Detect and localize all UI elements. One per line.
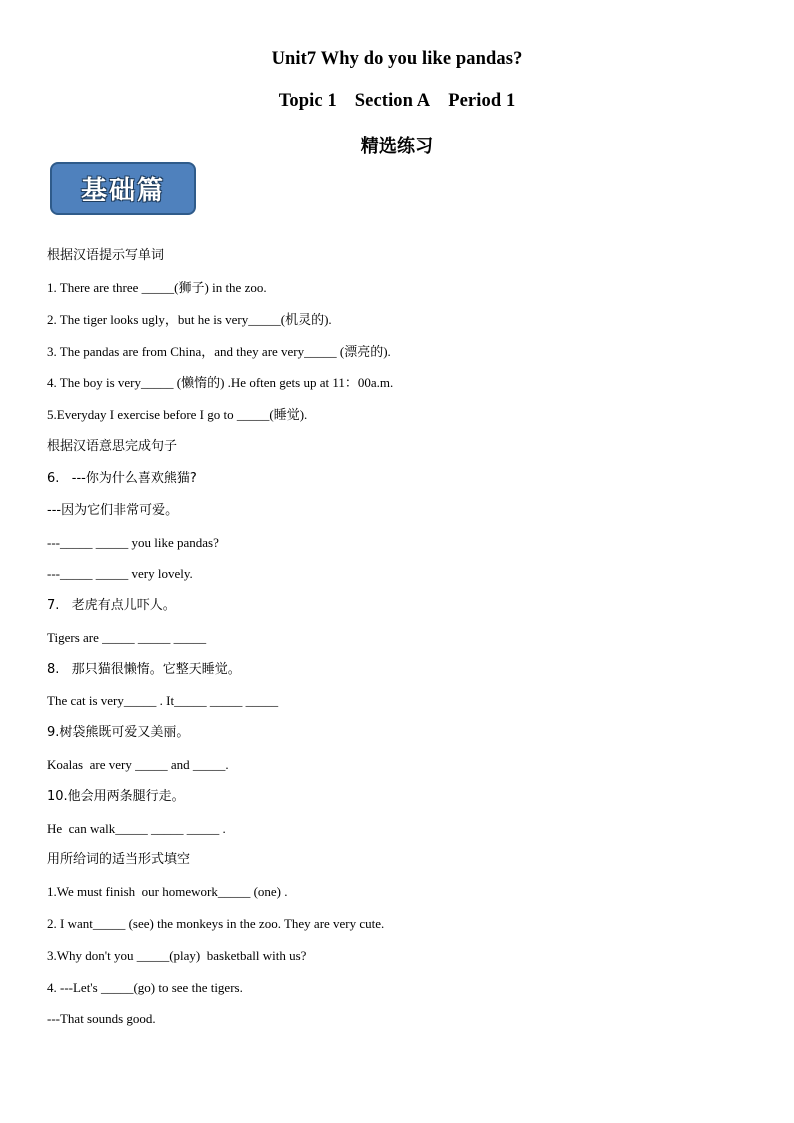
exercise-line: 3. The pandas are from China，and they are very_____ (漂亮的). bbox=[47, 344, 391, 359]
section-label: Section A bbox=[354, 91, 431, 111]
badge-label: 基础篇 bbox=[80, 176, 165, 206]
exercise-line: 6. ---你为什么喜欢熊猫? bbox=[47, 471, 197, 486]
topic-label: Topic 1 bbox=[278, 91, 337, 111]
section-heading: 根据汉语提示写单词 bbox=[47, 248, 165, 263]
exercise-line: ---_____ _____ very lovely. bbox=[47, 566, 193, 581]
exercise-line: 5.Everyday I exercise before I go to _____(睡觉). bbox=[47, 407, 308, 422]
exercise-line: 8. 那只猫很懒惰。它整天睡觉。 bbox=[47, 662, 241, 677]
exercise-line: 2. The tiger looks ugly，but he is very_____(机灵的). bbox=[47, 312, 332, 327]
section-badge bbox=[50, 162, 196, 215]
exercise-line: Koalas are very _____ and _____. bbox=[47, 757, 229, 772]
exercise-line: 10.他会用两条腿行走。 bbox=[47, 789, 185, 804]
page-subtitle: 精选练习 bbox=[360, 136, 434, 157]
exercise-line: ---因为它们非常可爱。 bbox=[47, 503, 179, 518]
exercise-line: 4. ---Let's _____(go) to see the tigers. bbox=[47, 980, 243, 995]
page-title: Unit7 Why do you like pandas? bbox=[271, 49, 523, 69]
exercise-line: 3.Why don't you _____(play) basketball with us? bbox=[47, 948, 307, 963]
exercise-line: 1. There are three _____(狮子) in the zoo. bbox=[47, 280, 267, 295]
exercise-line: ---That sounds good. bbox=[47, 1011, 156, 1026]
exercise-line: 9.树袋熊既可爱又美丽。 bbox=[47, 725, 190, 740]
section-heading: 根据汉语意思完成句子 bbox=[47, 439, 178, 454]
exercise-line: 7. 老虎有点儿吓人。 bbox=[47, 598, 176, 613]
exercise-line: 2. I want_____ (see) the monkeys in the zoo. They are very cute. bbox=[47, 916, 385, 931]
lesson-info bbox=[0, 91, 794, 112]
exercise-line: Tigers are _____ _____ _____ bbox=[47, 630, 207, 645]
period-label: Period 1 bbox=[448, 91, 516, 111]
exercise-line: The cat is very_____ . It_____ _____ _____ bbox=[47, 693, 279, 708]
exercise-line: 1.We must finish our homework_____ (one) . bbox=[47, 884, 288, 899]
exercise-line: 4. The boy is very_____ (懒惰的) .He often gets up at 11：00a.m. bbox=[47, 375, 394, 390]
exercise-line: ---_____ _____ you like pandas? bbox=[47, 535, 219, 550]
section-heading: 用所给词的适当形式填空 bbox=[47, 852, 191, 867]
exercise-line: He can walk_____ _____ _____ . bbox=[47, 821, 226, 836]
